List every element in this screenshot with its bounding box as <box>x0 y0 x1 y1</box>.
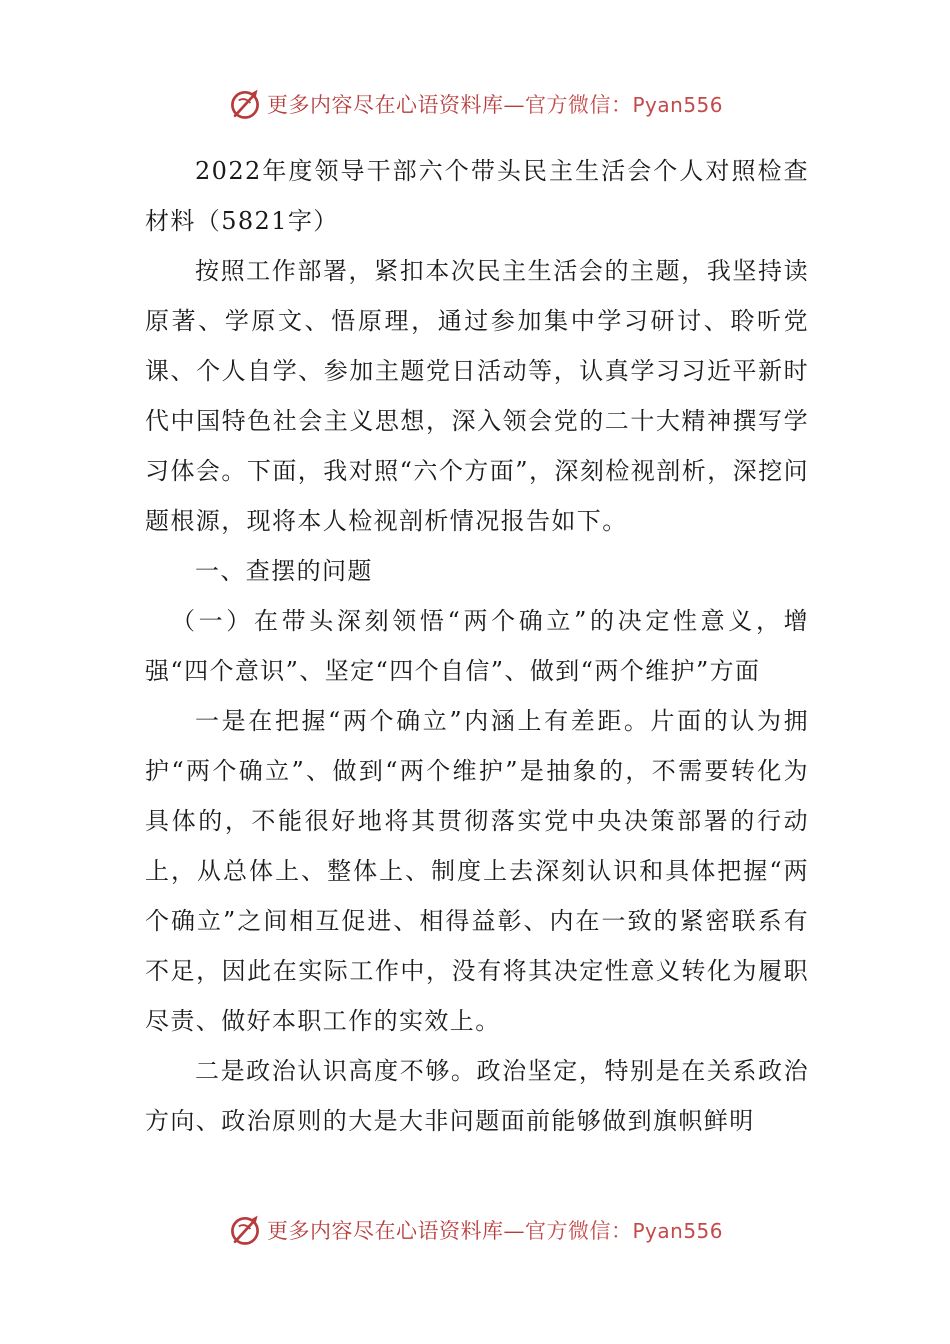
banner-wechat-id: Pyan556 <box>632 1219 723 1243</box>
banner-dash: — <box>503 1219 525 1243</box>
point-two-paragraph: 二是政治认识高度不够。政治坚定，特别是在关系政治方向、政治原则的大是大非问题面前能够做到旗帜鲜明 <box>145 1057 809 1135</box>
document-title: 2022年度领导干部六个带头民主生活会个人对照检查材料（5821字） <box>145 157 809 235</box>
subsection-heading: （一）在带头深刻领悟“两个确立”的决定性意义，增强“四个意识”、坚定“四个自信”、做到“两个维护”方面 <box>145 607 809 685</box>
banner-main-text: 更多内容尽在心语资料库 <box>266 93 504 117</box>
header-banner <box>0 84 950 124</box>
banner-main-text: 更多内容尽在心语资料库 <box>266 1219 504 1243</box>
intro-paragraph: 按照工作部署，紧扣本次民主生活会的主题，我坚持读原著、学原文、悟原理，通过参加集中学习研讨、聆听党课、个人自学、参加主题党日活动等，认真学习习近平新时代中国特色社会主义思想，深入领会党的二十大精神撰写学习体会。下面，我对照“六个方面”，深刻检视剖析，深挖问题根源，现将本人检视剖析情况报告如下。 <box>145 257 809 535</box>
section-heading: 一、查摆的问题 <box>195 557 373 585</box>
point-one-paragraph: 一是在把握“两个确立”内涵上有差距。片面的认为拥护“两个确立”、做到“两个维护”是抽象的，不需要转化为具体的，不能很好地将其贯彻落实党中央决策部署的行动上，从总体上、整体上、制度上去深刻认识和具体把握“两个确立”之间相互促进、相得益彰、内在一致的紧密联系有不足，因此在实际工作中，没有将其决定性意义转化为履职尽责、做好本职工作的实效上。 <box>145 707 809 1035</box>
banner-wechat-label: 官方微信： <box>524 1219 633 1243</box>
document-body <box>145 146 809 1146</box>
pen-logo-icon <box>227 1212 263 1248</box>
banner-text <box>267 1215 723 1245</box>
banner-wechat-id: Pyan556 <box>632 93 723 117</box>
banner-dash: — <box>503 93 525 117</box>
footer-banner <box>0 1210 950 1250</box>
banner-text <box>267 89 723 119</box>
pen-logo-icon <box>227 86 263 122</box>
banner-wechat-label: 官方微信： <box>524 93 633 117</box>
